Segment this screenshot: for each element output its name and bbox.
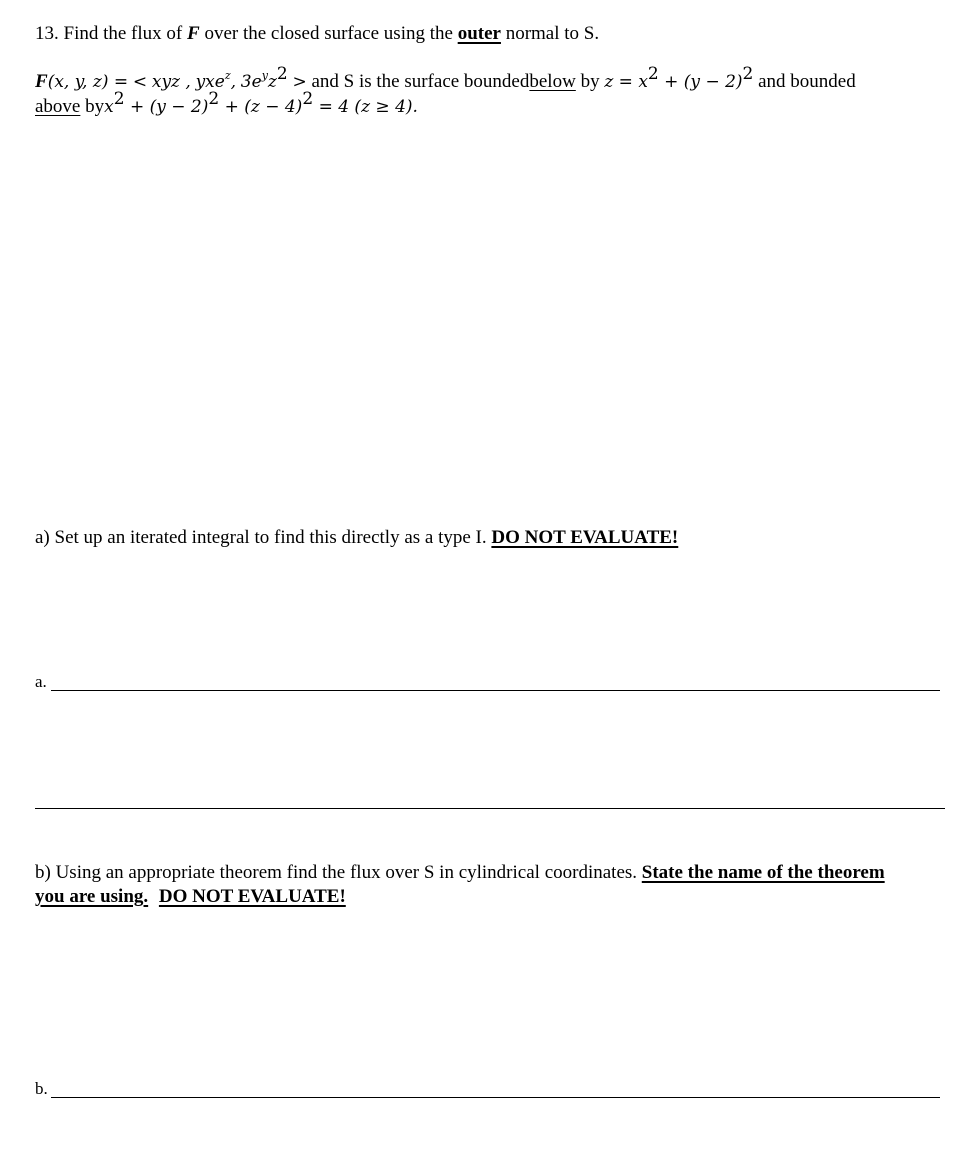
upper-surface-line (35, 89, 418, 119)
field-open-bracket: < (132, 72, 148, 92)
surface-text-2: by (580, 71, 600, 92)
field-definition-line (35, 64, 856, 94)
part-a-prompt (35, 526, 678, 550)
part-b-emphasis-1a: State the name of the theorem (641, 862, 885, 883)
above-emphasis: above (35, 96, 81, 117)
problem-statement (35, 22, 599, 46)
field-lhs: F (35, 71, 48, 92)
intro-post-text: normal to S. (505, 23, 600, 44)
field-component-3: $3e^yz^2$ (240, 64, 288, 92)
field-component-1: xyz , (151, 72, 191, 92)
part-a-emphasis: DO NOT EVALUATE! (491, 527, 679, 548)
field-component-2: yxe$^z$, (195, 69, 237, 92)
outer-emphasis: outer (457, 23, 501, 44)
lower-surface-equation: $z = x^2 + (y - 2)^2$ (604, 64, 754, 92)
part-a-answer-line-2[interactable] (35, 808, 945, 809)
part-b-prompt (35, 861, 885, 885)
below-emphasis: below (529, 71, 576, 92)
part-b-prompt-line-2 (35, 885, 346, 909)
part-a-text: a) Set up an iterated integral to find this directly as a type I. (35, 527, 487, 548)
field-close-bracket: > (292, 72, 307, 92)
part-a-answer-line[interactable] (51, 690, 940, 691)
vector-field-symbol: F (187, 23, 200, 44)
part-b-answer-label: b. (35, 1079, 48, 1098)
surface-text-3: and bounded (758, 71, 856, 92)
part-b-text: b) Using an appropriate theorem find the flux over S in cylindrical coordinates. (35, 862, 638, 883)
problem-number: 13. (35, 23, 59, 44)
upper-surface-equation: $x^2 + (y - 2)^2 + (z - 4)^2 = 4$ (z ≥ 4). (104, 89, 418, 117)
part-a-answer-label: a. (35, 672, 47, 691)
field-args: (x, y, z) = (47, 72, 129, 92)
surface-text-4: by (85, 96, 105, 117)
part-b-answer-line[interactable] (51, 1097, 940, 1098)
intro-pre-text: Find the flux of (63, 23, 183, 44)
part-b-emphasis-1b: you are using. (35, 886, 149, 907)
part-b-emphasis-2: DO NOT EVALUATE! (158, 886, 346, 907)
intro-mid-text: over the closed surface using the (204, 23, 453, 44)
surface-text-1: and S is the surface bounded (311, 71, 530, 92)
